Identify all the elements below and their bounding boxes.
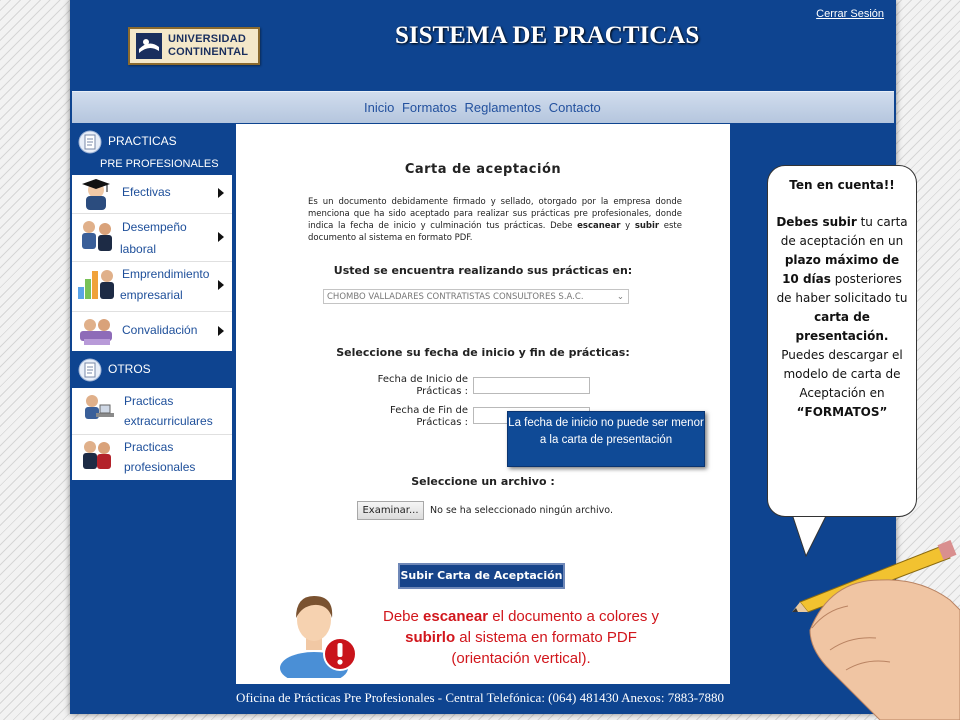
main-nav xyxy=(72,91,894,123)
sidebar-item-extracurriculares[interactable] xyxy=(72,388,232,435)
logo-line-2: CONTINENTAL xyxy=(168,46,249,58)
site-title: SISTEMA DE PRACTICAS xyxy=(395,22,700,49)
chevron-right-icon xyxy=(218,280,224,290)
upload-button[interactable]: Subir Carta de Aceptación xyxy=(398,563,565,589)
company-select-value: CHOMBO VALLADARES CONTRATISTAS CONSULTORES S.A.C. xyxy=(327,292,584,302)
sidebar-menu-practicas xyxy=(72,175,232,351)
user-warning-icon xyxy=(274,588,358,678)
sidebar-item-efectivas[interactable] xyxy=(72,175,232,214)
graduate-icon xyxy=(76,176,118,212)
sidebar-item-label-2: empresarial xyxy=(120,288,183,302)
sidebar-section-title: PRACTICAS xyxy=(108,134,177,148)
bubble-title: Ten en cuenta!! xyxy=(789,178,895,192)
dates-label: Seleccione su fecha de inicio y fin de prácticas: xyxy=(336,346,630,359)
sidebar-item-desempeno[interactable] xyxy=(72,213,232,262)
sidebar-item-label: Practicas xyxy=(124,394,174,408)
business-growth-icon xyxy=(76,265,118,301)
nav-contacto[interactable]: Contacto xyxy=(548,100,601,115)
sidebar-item-label-2: profesionales xyxy=(124,460,196,474)
sidebar-item-profesionales[interactable] xyxy=(72,434,232,480)
convalidation-icon xyxy=(76,313,118,349)
logo-line-1: UNIVERSIDAD xyxy=(168,33,246,45)
sidebar-item-emprendimiento[interactable] xyxy=(72,261,232,312)
nav-formatos[interactable]: Formatos xyxy=(401,100,457,115)
team-icon xyxy=(76,217,118,253)
sidebar-item-label: Efectivas xyxy=(122,185,171,199)
sidebar-item-label-2: laboral xyxy=(120,242,157,256)
sidebar-item-label: Desempeño xyxy=(122,220,187,234)
clipboard-icon xyxy=(78,130,102,154)
university-logo[interactable] xyxy=(128,27,260,65)
scan-warning-text: Debe escanear el documento a colores y subirlo al sistema en formato PDF (orientación vertical). xyxy=(382,608,660,667)
sidebar-menu-otros xyxy=(72,388,232,480)
student-desk-icon xyxy=(76,391,118,427)
sidebar-section-practicas xyxy=(72,128,232,156)
bubble-body: Debes subir tu carta de aceptación en un plazo máximo de 10 días posteriores de haber solicitado tu carta de presentación. Puedes descargar el modelo de carta de Aceptación en “FORMATOS” xyxy=(776,215,908,419)
sidebar-item-label: Convalidación xyxy=(122,323,198,337)
sidebar-section-subtitle: PRE PROFESIONALES xyxy=(100,158,219,170)
company-select[interactable] xyxy=(323,289,629,304)
sidebar-item-label-2: extracurriculares xyxy=(124,414,213,428)
browse-button[interactable]: Examinar... xyxy=(357,501,424,520)
nav-inicio[interactable]: Inicio xyxy=(364,100,395,115)
end-date-label: Fecha de Fin de Prácticas : xyxy=(390,405,468,428)
clipboard-icon xyxy=(78,358,102,382)
file-label: Seleccione un archivo : xyxy=(411,475,555,488)
chevron-down-icon: ⌄ xyxy=(616,292,624,302)
company-label: Usted se encuentra realizando sus prácticas en: xyxy=(333,264,633,277)
site-footer xyxy=(70,686,896,714)
sidebar-item-label: Practicas xyxy=(124,440,174,454)
chevron-right-icon xyxy=(218,326,224,336)
nav-reglamentos[interactable]: Reglamentos xyxy=(464,100,542,115)
date-validation-tooltip: La fecha de inicio no puede ser menor a la carta de presentación xyxy=(507,411,705,467)
logout-link[interactable]: Cerrar Sesión xyxy=(816,8,884,20)
start-date-input[interactable] xyxy=(473,377,590,394)
sidebar-section-title: OTROS xyxy=(108,362,151,376)
site-header xyxy=(70,0,896,90)
hand-pencil-illustration xyxy=(790,540,960,720)
intro-paragraph: Es un documento debidamente firmado y sellado, otorgado por la empresa donde menciona que ha sido aceptado para realizar sus prácticas pre profesionales, donde indica la fecha de inicio y culminación tus prácticas. Debe escanear y subir este documento al sistema en formato PDF. xyxy=(308,197,682,243)
sidebar-item-convalidacion[interactable] xyxy=(72,311,232,351)
sidebar-item-label: Emprendimiento xyxy=(122,267,210,281)
chevron-right-icon xyxy=(218,232,224,242)
file-status: No se ha seleccionado ningún archivo. xyxy=(430,505,613,516)
start-date-label: Fecha de Inicio de Prácticas : xyxy=(377,374,468,397)
university-emblem-icon xyxy=(136,33,162,59)
professionals-icon xyxy=(76,437,118,473)
page-heading: Carta de aceptación xyxy=(404,162,562,177)
reminder-bubble xyxy=(767,165,917,517)
chevron-right-icon xyxy=(218,188,224,198)
sidebar-section-otros xyxy=(72,356,232,384)
footer-contact: Oficina de Prácticas Pre Profesionales - Central Telefónica: (064) 481430 Anexos: 7883-7880 xyxy=(236,690,725,705)
